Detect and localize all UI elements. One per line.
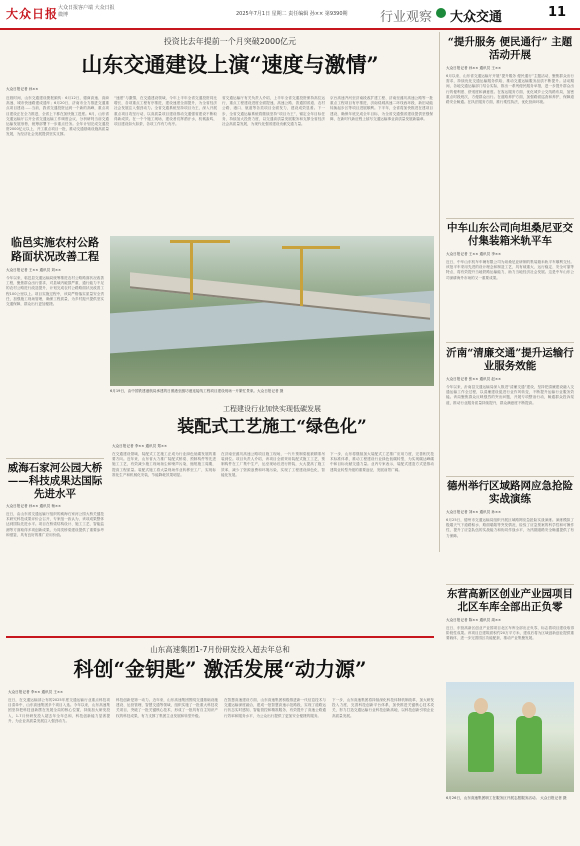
brand-icon bbox=[436, 8, 446, 18]
bottom-col-4: 下一步，山东高速集团将持续深化科技体制机制改革，加大研发投入力度，完善科技创新平台体系，加快推进关键核心技术攻关，努力打造交通运输行业科技创新高地，以科技创新引领企业高质量发展。 bbox=[332, 698, 434, 718]
main-col-3: 省交通运输厅有关负责人介绍，上半年全省交通投资保持高位运行，重点工程建设进度全面提速，高速公路、普通国省道、农村公路、港口、航道等各类项目全面发力，建设成效显著。下一步，全省交通运输系统将继续坚持“项目为王”，锚定全年目标任务，持续加大投资力度，以交通高质量发展服务和支撑全省经济社会高质量发展，为现代化强省建设贡献交通力量。 bbox=[222, 96, 325, 127]
section-brand: 大众交通 bbox=[450, 10, 503, 25]
masthead bbox=[0, 0, 580, 30]
side4-body: 6月25日，德州市交通运输局组织开展区域路网应急抢险实战演练。演练模拟了极端天气下道路积水、路面塌陷等突发情况，检验了应急预案的科学性和可操作性，提升了应急队伍的实战能力和协同作战水平，为汛期道路安全畅通提供了有力保障。 bbox=[446, 518, 574, 538]
side4-title: 德州举行区域路网应急抢险实战演练 bbox=[447, 480, 573, 505]
side3-body: 今年以来，沂南县交通运输局深入推进“清廉交通”建设，坚持把清廉建设融入交通运输工作全过程，以清廉建设促进行业作风转变，不断提升运输行业服务效能。该局聚焦群众反映强烈的突出问题，开展专项整治行动，畅通群众投诉渠道，推动行业服务质量持续提升，群众满意度不断提高。 bbox=[446, 385, 574, 405]
feature-left2-body: 近日，由山东省交通运输厅组织的威海石家河公园大桥关键技术研究科技成果评价会召开，专家组一致认为，该项成果整体达到国际先进水平。项目在桥梁结构设计、施工工艺、智能监测等方面取得多项创新成果，为同类桥梁建设提供了重要参考和借鉴，具有良好的推广应用价值。 bbox=[6, 512, 104, 537]
bottom-col-2: 科技创新是第一动力。近年来，山东高速集团围绕交通基础设施建设、运营管理、智慧交通等领域，组织实施了一批重大科技攻关项目，突破了一批关键核心技术，形成了一批具有自主知识产权的科技成果，有力支撑了集团主业发展和转型升级。 bbox=[116, 698, 218, 718]
bottom-byline: 大众日报记者 李×× 通讯员 王×× bbox=[8, 690, 64, 694]
side4-byline: 大众日报记者 刘×× 通讯员 孙×× bbox=[446, 510, 502, 514]
person-head bbox=[474, 698, 488, 714]
main-byline: 大众日报记者 孙×× bbox=[6, 87, 39, 91]
sidebar-photo-caption: 6月26日，山东高速集团职工在服务区开展志愿服务活动。 大众日报记者 摄 bbox=[446, 796, 567, 800]
sidebar-divider bbox=[439, 32, 440, 552]
crane bbox=[300, 246, 303, 306]
mid-col-3: 下一步，山东将继续加大装配式工艺推广应用力度，完善相关技术标准体系，推动工程建设行业绿色低碳转型，为实现碳达峰碳中和目标贡献交通力量。业内专家表示，装配式建造方式是推动建筑业转型升级的重要途径，发展前景广阔。 bbox=[330, 452, 434, 472]
mid-col-2: 在济南至潍坊高速公路项目施工现场，一片片预制梁板被精准吊装到位。项目负责人介绍，该项目全面采用装配式施工工艺，预制构件在工厂集中生产，运至现场后进行拼装，大大提高了施工效率，减少了资源浪费和环境污染，实现了工程建设绿色化、智能化发展。 bbox=[221, 452, 325, 477]
sidebar-photo bbox=[446, 682, 574, 792]
bridge-construction-photo bbox=[110, 236, 434, 386]
newspaper-logo: 大众日报 bbox=[6, 7, 59, 21]
feature-left-body: 今年以来，临邑县交通运输局统筹推进农村公路路面状况改善工程，聚焦群众出行需求，对县域内破损严重、通行能力不足的农村公路进行改造提升，计划完成农村公路路面状况改善工程100公里以上。项目实施过程中，该局严格落实质量安全责任，加强施工现场管理，确保工程质量，为乡村振兴提供坚实交通保障，群众出行更加便捷。 bbox=[6, 276, 104, 307]
feature-left2-title: 威海石家河公园大桥——科技成果达国际先进水平 bbox=[7, 462, 103, 500]
crane bbox=[190, 240, 193, 300]
side-rule bbox=[446, 476, 574, 477]
issue-meta: 2025年7月1日 星期二 责任编辑 孙×× 第9390期 bbox=[236, 11, 348, 17]
section-name: 行业观察 bbox=[380, 10, 433, 25]
person-figure bbox=[516, 716, 542, 774]
side2-byline: 大众日报记者 王×× 通讯员 李×× bbox=[446, 252, 502, 256]
bottom-col-3: 在智慧高速建设方面，山东高速集团积极推进新一代信息技术与交通运输深度融合，建成一批智慧高速示范路段，实现了道路运行状态实时感知、智能管控和精准服务，有效提升了高速公路通行效率和服务水平，为公众出行提供了更加安全便捷的服务。 bbox=[224, 698, 326, 718]
crane-arm bbox=[282, 246, 340, 249]
page-number: 11 bbox=[548, 5, 567, 20]
feature-left2-byline: 大众日报记者 孙×× 通讯员 杨×× bbox=[6, 504, 62, 508]
mid-byline: 大众日报记者 李×× 通讯员 郑×× bbox=[112, 444, 168, 448]
side1-body: 6月以来，山东省交通运输厅开展“提升服务 便民通行”主题活动，聚焦群众出行需求，持续优化交通运输服务供给，推动交通运输服务品质不断提升。活动期间，各地交通运输部门结合实际，推出一系列便民服务举措，进一步提升群众出行的便利度、舒适度和满意度。在客运服务方面，优化城乡公交线路布局，加密重点时段班次，方便群众出行。在道路养护方面，加强路面巡查和养护，保障道路安全畅通。在执法服务方面，推行柔性执法，优化营商环境。 bbox=[446, 74, 574, 105]
feature-left-title: 临邑实施农村公路路面状况改善工程 bbox=[11, 236, 99, 263]
feature-rule bbox=[6, 458, 104, 459]
crane-arm bbox=[170, 240, 230, 243]
main-col-4: 京台高速齐河至济南段改扩建工程、济南至潍坊高速公路等一批重点工程项目有序推进，济南绕城高速二环线西环段、新旧动能转换起步区等项目进展顺利。下半年，全省将加快推进在建项目建设，确保年底完成全年目标，为全省交通强省建设提供坚强保障，在新时代新征程上续写交通运输事业高质量发展新篇章。 bbox=[330, 96, 433, 121]
side-rule bbox=[446, 584, 574, 585]
bottom-col-1: 近日，在交通运输部公布的2025年度交通运输行业重点科技项目清单中，山东高速集团多个项目入选。今年以来，山东高速集团坚持把科技创新摆在发展全局的核心位置，持续加大研发投入，1-7月份研发投入超去年全年总和，科技创新能力显著提升，为企业高质量发展注入强劲动力。 bbox=[8, 698, 110, 723]
side3-byline: 大众日报记者 张×× 通讯员 赵×× bbox=[446, 377, 502, 381]
main-col-2: “速度”与激情，在交通建设领域，今年上半年全省交通投资同比增长，各项重点工程有序推进，建设速度全面提升，为全省经济社会发展注入强劲动力。全省交通系统坚持项目为王，深入开展重点项目攻坚行动，以高质量项目建设推动交通强省建设不断取得新成效。在一个个施工现场，建设者们挥洒汗水，机械轰鸣，项目建设如火如荼，各项工作有力有序。 bbox=[114, 96, 217, 127]
side3-title: 沂南“清廉交通”提升运输行业服务效能 bbox=[446, 347, 574, 372]
main-kicker: 投资比去年提前一个月突破2000亿元 bbox=[163, 37, 297, 46]
side5-body: 近日，东营高新区创业产业园项目北区车库全部出正负零，标志着项目建设取得阶段性成果。该项目总建筑面积约20万平方米，建成后将为区域创新创业提供重要载体，进一步完善园区功能配套，推动产业集聚发展。 bbox=[446, 626, 574, 641]
mid-kicker: 工程建设行业加快实现低碳发展 bbox=[223, 405, 321, 413]
side5-byline: 大众日报记者 陈×× 通讯员 周×× bbox=[446, 618, 502, 622]
bottom-kicker: 山东高速集团1-7月份研发投入超去年总和 bbox=[150, 645, 290, 654]
bottom-divider bbox=[6, 636, 434, 638]
main-col-1: 近段时间，山东交通建设捷报频传：6月12日，德商高速、高商高速、城市快速路建成通车；6月20日，济南市全力推进交通重点项目建设……当前，我省交通投资达到一个新的高峰，重点项目建设正在全力推进，全省上下都在加快施工进度。6月，山东省交通运输厅召开全省交通运输工作调度会议，分析研判当前交通运输发展形势，统筹部署下一步重点任务。全年计划完成交通投资2000亿元以上，开工重点项目一批，推动交通基础设施高质量发展，为经济社会发展提供坚实支撑。 bbox=[6, 96, 109, 137]
feature-left-byline: 大众日报记者 王×× 通讯员 刘×× bbox=[6, 268, 62, 272]
side-rule bbox=[446, 342, 574, 343]
side1-title: “提升服务 便民通行” 主题活动开展 bbox=[447, 36, 573, 61]
side5-title: 东营高新区创业产业园项目北区车库全部出正负零 bbox=[447, 588, 573, 613]
bottom-headline: 科创“金钥匙” 激活发展“动力源” bbox=[73, 657, 367, 681]
mid-headline: 装配式工艺施工“绿色化” bbox=[177, 417, 367, 437]
side1-byline: 大众日报记者 孙×× 通讯员 王×× bbox=[446, 66, 502, 70]
mid-col-1: 在交通建设领域，装配式工艺施工正成为行业绿色低碳发展的重要方向。近年来，山东省大力推广装配式桥梁、预制构件等先进施工工艺，有效减少施工现场扬尘和噪声污染，缩短施工周期，提高工程质量。装配式施工将大量现场作业转移至工厂，实现标准化生产和机械化安装，节能降耗效果明显。 bbox=[112, 452, 216, 477]
bridge-photo-caption: 6月19日，由中国铁建港航局承建的日照港至潍坊港连接线工程项目建设现场一片繁忙景象。大众日报记者 摄 bbox=[110, 389, 284, 393]
logo-subtitle: 大众日报客户端 大众日报微博 bbox=[58, 5, 115, 18]
side2-body: 近日，中车山东机车车辆有限公司为坦桑尼亚研制的集装箱米轨平车顺利交付。该批平车采用先进的设计理念和制造工艺，具有载重大、运行稳定、安全可靠等特点，将有效提升当地铁路运输能力，助力当地经济社会发展。这是中车山东公司深耕海外市场的又一重要成果。 bbox=[446, 260, 574, 280]
person-head bbox=[522, 702, 536, 718]
side-rule bbox=[446, 218, 574, 219]
side2-title: 中车山东公司向坦桑尼亚交付集装箱米轨平车 bbox=[447, 222, 573, 247]
main-headline: 山东交通建设上演“速度与激情” bbox=[81, 52, 379, 77]
person-figure bbox=[468, 712, 494, 772]
